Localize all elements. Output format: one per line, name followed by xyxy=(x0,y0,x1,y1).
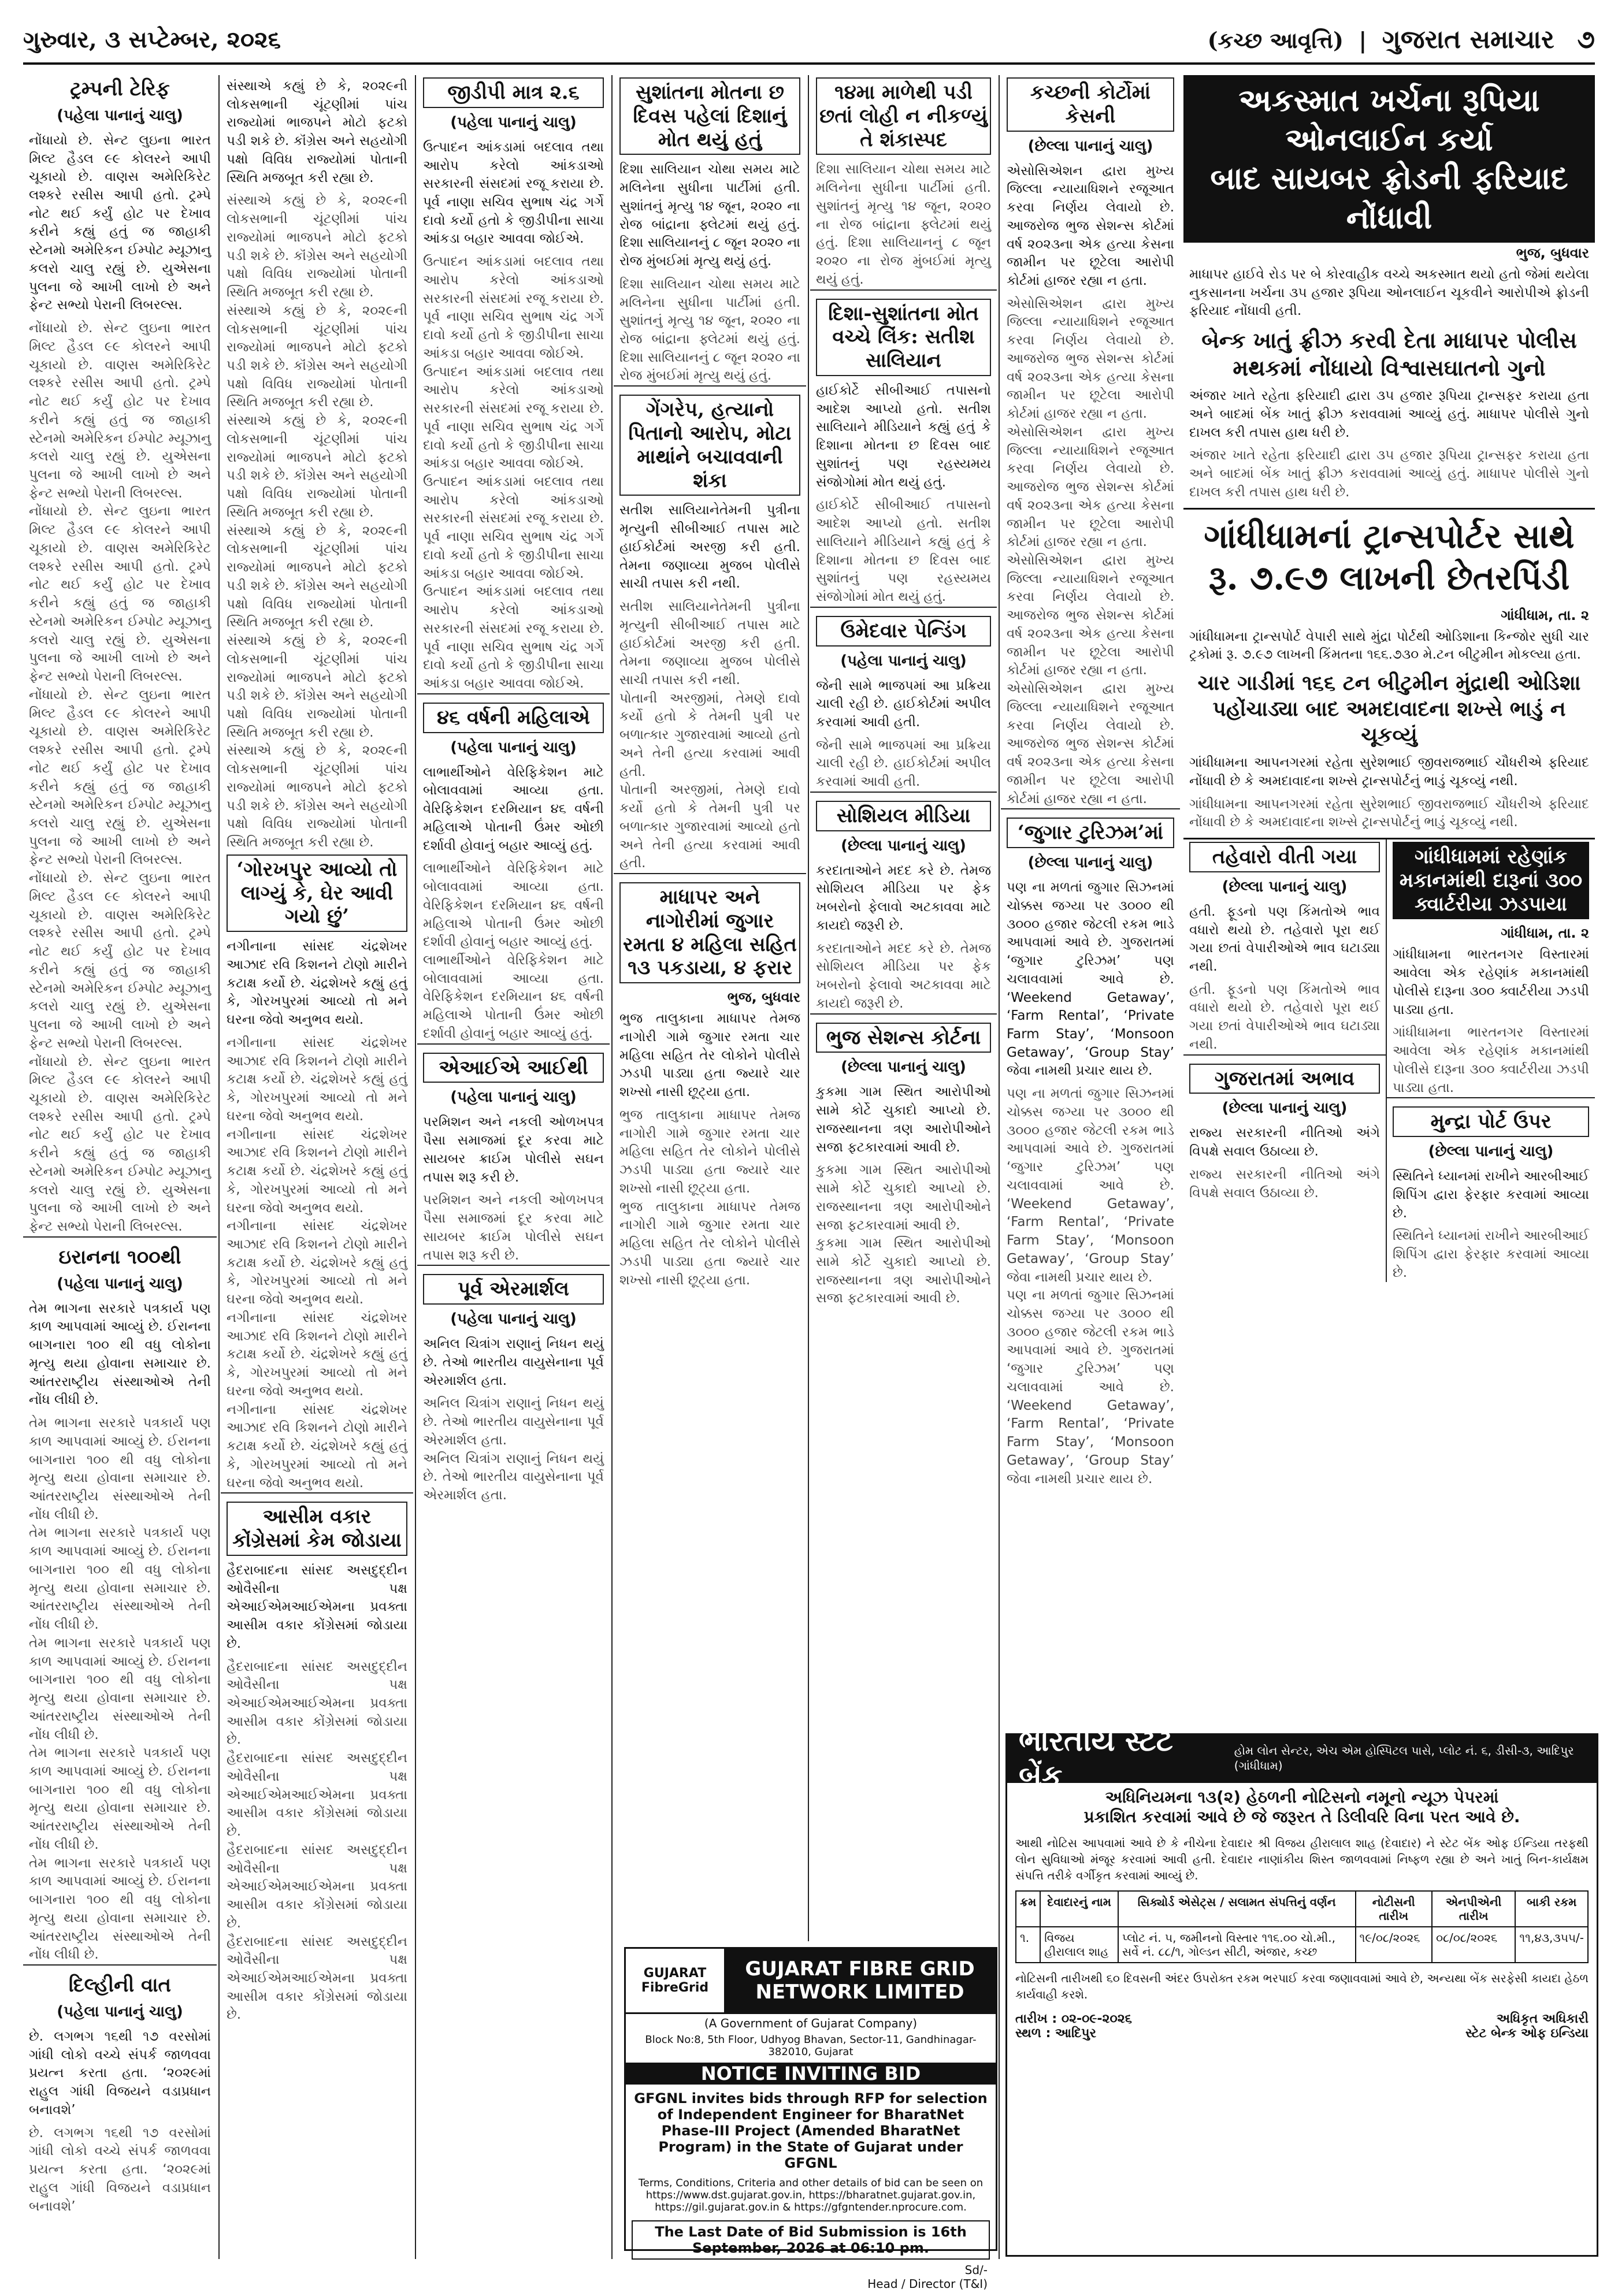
article-14th-floor xyxy=(810,75,997,289)
article-headline: પૂર્વ એરમાર્શલ xyxy=(423,1274,604,1305)
article-body: સંસ્થાએ કહ્યું છે કે, ૨૦૨૯ની લોકસભાની ચૂંટણીમાં પાંચ રાજ્યોમાં ભાજપને મોટો ફટકો પડી શકે છે. કૉંગ્રેસ અને સહયોગી પક્ષો વિવિધ રાજ્યોમાં પોતાની સ્થિતિ મજબૂત કરી રહ્યા છે. xyxy=(227,303,407,410)
continued-label: (પહેલા પાનાનું ચાલુ) xyxy=(840,652,967,670)
bottom-row xyxy=(1183,838,1595,1282)
article-body: હૈદરાબાદના સાંસદ અસદુદ્દીન ઓવૈસીના પક્ષ એઆઈએમઆઈએમના પ્રવક્તા આસીમ વકાર કોંગ્રેસમાં જોડાયા છે. xyxy=(227,1659,407,1748)
edition-label: (કચ્છ આવૃત્તિ) xyxy=(1207,27,1344,53)
article-body: તેમ ભાગના સરકારે પત્રકાર્ય પણ કાળ આપવામાં આવ્યું છે. ઈરાનના બાગનારા ૧૦૦ થી વધુ લોકોના મૃત્યુ થયા હોવાના સમાચાર છે. આંતરરાષ્ટ્રીય સંસ્થાઓએ તેની નોંધ લીધી છે. xyxy=(29,1301,211,1408)
article-body: પણ ના મળતાં જુગાર સિઝનમાં ચોક્કસ જગ્યા પર ૩૦૦૦ થી ૩૦૦૦ હજાર જેટલી રકમ ભાડે આપવામાં આવે છે. ગુજરાતમાં ‘જુગાર ટુરિઝમ’ પણ ચલાવવામાં આવે છે. ‘Weekend Getaway’, ‘Farm Rental’, ‘Private Farm Stay’, ‘Monsoon Getaway’, ‘Group Stay’ જેવા નામથી પ્રચાર થાય છે. xyxy=(1007,1288,1174,1487)
article-body: સ્થિતિને ધ્યાનમાં રાખીને આરબીઆઈ શિપિંગ દ્વારા ફેરફાર કરવામાં આવ્યા છે. xyxy=(1393,1169,1589,1221)
dateline: ગાંધીધામ, તા. ૨ xyxy=(1501,925,1589,942)
article-transporter-fraud xyxy=(1183,508,1595,832)
article-body: તેમ ભાગના સરકારે પત્રકાર્ય પણ કાળ આપવામાં આવ્યું છે. ઈરાનના બાગનારા ૧૦૦ થી વધુ લોકોના મૃત્યુ થયા હોવાના સમાચાર છે. આંતરરાષ્ટ્રીય સંસ્થાઓએ તેની નોંધ લીધી છે. xyxy=(29,1416,211,1522)
gfgn-logo: GUJARAT FibreGrid xyxy=(641,1966,709,1995)
column-7 xyxy=(1183,75,1595,1727)
column-rule xyxy=(415,75,416,2259)
gfgn-sign: Sd/- xyxy=(964,2263,988,2277)
article-body: અંજાર ખાતે રહેતા ફરિયાદી દ્વારા ૩૫ હજાર રૂપિયા ટ્રાન્સફર કરાયા હતા અને બાદમાં બેંક ખાતું ફ્રીઝ કરાવવામાં આવ્યું હતું. માધાપર પોલીસે ગુનો દાખલ કરી તપાસ હાથ ધરી છે. xyxy=(1189,448,1589,500)
article-headline: સુશાંતના મોતના છ દિવસ પહેલાં દિશાનું મોત થયું હતું xyxy=(619,77,800,155)
article-iran xyxy=(23,1236,217,1964)
article-body: રાજ્ય સરકારની નીતિઓ અંગે વિપક્ષે સવાલ ઉઠાવ્યા છે. xyxy=(1189,1125,1380,1160)
article-liquor-seizure xyxy=(1387,839,1595,1097)
table-header: દેવાદારનું નામ xyxy=(1040,1891,1118,1927)
article-body: નગીનાના સાંસદ ચંદ્રશેખર આઝાદ રવિ કિશનને ટોણો મારીને કટાક્ષ કર્યો છે. ચંદ્રશેખરે કહ્યું હતું કે, ગોરખપુરમાં આવ્યો તો મને ઘરના જેવો અનુભવ થયો. xyxy=(227,1127,407,1216)
article-body: સતીશ સાલિયાનેતેમની પુત્રીના મૃત્યુની સીબીઆઈ તપાસ માટે હાઈકોર્ટમાં અરજી કરી હતી. તેમના જણાવ્યા મુજબ પોલીસે સાચી તપાસ કરી નથી. xyxy=(619,599,800,688)
article-headline: આસીમ વકાર કોંગ્રેસમાં કેમ જોડાયા xyxy=(227,1502,407,1556)
article-body: સતીશ સાલિયાનેતેમની પુત્રીના મૃત્યુની સીબીઆઈ તપાસ માટે હાઈકોર્ટમાં અરજી કરી હતી. તેમના જણાવ્યા મુજબ પોલીસે સાચી તપાસ કરી નથી. xyxy=(619,503,800,592)
column-6 xyxy=(1001,75,1180,1727)
article-body: સંસ્થાએ કહ્યું છે કે, ૨૦૨૯ની લોકસભાની ચૂંટણીમાં પાંચ રાજ્યોમાં ભાજપને મોટો ફટકો પડી શકે છે. કૉંગ્રેસ અને સહયોગી પક્ષો વિવિધ રાજ્યોમાં પોતાની સ્થિતિ મજબૂત કરી રહ્યા છે. xyxy=(227,79,407,185)
article-gambling-tourism xyxy=(1001,808,1180,1488)
article-body: ભુજ તાલુકાના માધાપર તેમજ નાગોરી ગામે જુગાર રમતા ચાર મહિલા સહિત તેર લોકોને પોલીસે ઝડપી પાડ્યા હતા જ્યારે ચાર શખ્સો નાસી છૂટ્યા હતા. xyxy=(619,1107,800,1196)
article-body: તેમ ભાગના સરકારે પત્રકાર્ય પણ કાળ આપવામાં આવ્યું છે. ઈરાનના બાગનારા ૧૦૦ થી વધુ લોકોના મૃત્યુ થયા હોવાના સમાચાર છે. આંતરરાષ્ટ્રીય સંસ્થાઓએ તેની નોંધ લીધી છે. xyxy=(29,1745,211,1852)
gfgn-title-line: NETWORK LIMITED xyxy=(755,1981,964,2004)
article-body: અંજાર ખાતે રહેતા ફરિયાદી દ્વારા ૩૫ હજાર રૂપિયા ટ્રાન્સફર કરાયા હતા અને બાદમાં બેંક ખાતું ફ્રીઝ કરાવવામાં આવ્યું હતું. માધાપર પોલીસે ગુનો દાખલ કરી તપાસ હાથ ધરી છે. xyxy=(1189,388,1589,440)
article-bhuj-sessions xyxy=(810,1013,997,1309)
column-5 xyxy=(810,75,997,1941)
gfgn-title-line: GUJARAT FIBRE GRID xyxy=(745,1957,975,1981)
table-cell: ૧૯/૦૮/૨૦૨૬ xyxy=(1356,1927,1432,1963)
article-headline xyxy=(1183,510,1595,605)
article-body: એસોસિએશન દ્વારા મુખ્ય જિલ્લા ન્યાયાધિશને રજૂઆત કરવા નિર્ણય લેવાયો છે. આજરોજ ભુજ સેશન્સ કોર્ટમાં વર્ષ ૨૦૨૩ના એક હત્યા કેસના જામીન પર છૂટેલા આરોપી કોર્ટમાં હાજર રહ્યા ન હતા. xyxy=(1007,296,1174,422)
gfgn-govt: (A Government of Gujarat Company) xyxy=(704,2016,918,2030)
table-cell: ૦૮/૦૮/૨૦૨૬ xyxy=(1432,1927,1515,1963)
column-rule xyxy=(218,75,220,2259)
sbi-address: હોમ લોન સેન્ટર, એચ એમ હોસ્પિટલ પાસે, પ્લોટ નં. ૬, ડીસી-૩, આદિપુર (ગાંધીધામ) xyxy=(1234,1744,1574,1773)
article-body: હતી. ફૂડનો પણ કિંમતોએ ભાવ વધારો થયો છે. તહેવારો પૂરા થઈ ગયા છતાં વેપારીઓએ ભાવ ઘટાડ્યા નથી. xyxy=(1189,982,1380,1052)
sbi-place: સ્થળ : આદિપુર xyxy=(1015,2026,1096,2041)
headline-line: રૂ. ૭.૯૭ લાખની છેતરપિંડી xyxy=(1208,558,1570,598)
article-headline: ‘જુગાર ટુરિઝમ’માં xyxy=(1007,818,1174,848)
article-body: નગીનાના સાંસદ ચંદ્રશેખર આઝાદ રવિ કિશનને ટોણો મારીને કટાક્ષ કર્યો છે. ચંદ્રશેખરે કહ્યું હતું કે, ગોરખપુરમાં આવ્યો તો મને ઘરના જેવો અનુભવ થયો. xyxy=(227,1218,407,1307)
masthead-right: (કચ્છ આવૃત્તિ) | ગુજરાત સમાચાર ૭ xyxy=(1207,24,1595,54)
article-body: એસોસિએશન દ્વારા મુખ્ય જિલ્લા ન્યાયાધિશને રજૂઆત કરવા નિર્ણય લેવાયો છે. આજરોજ ભુજ સેશન્સ કોર્ટમાં વર્ષ ૨૦૨૩ના એક હત્યા કેસના જામીન પર છૂટેલા આરોપી કોર્ટમાં હાજર રહ્યા ન હતા. xyxy=(1007,163,1174,288)
article-body: પરમિશન અને નકલી ઓળખપત્ર પૈસા સમાજમાં દૂર કરવા માટે સાયબર ક્રાઈમ પોલીસે સઘન તપાસ શરૂ કરી છે. xyxy=(423,1114,604,1185)
article-headline: મુન્દ્રા પોર્ટ ઉપર xyxy=(1393,1106,1589,1137)
gfgn-header xyxy=(626,1949,996,2014)
article-body: કરદાતાઓને મદદ કરે છે. તેમજ સોશિયલ મીડિયા પર ફેક ખબરોનો ફેલાવો અટકાવવા માટે કાયદો જરૂરી છે. xyxy=(816,941,991,1011)
article-headline: તહેવારો વીતી ગયા xyxy=(1189,842,1380,872)
article-body: સ્થિતિને ધ્યાનમાં રાખીને આરબીઆઈ શિપિંગ દ્વારા ફેરફાર કરવામાં આવ્યા છે. xyxy=(1393,1228,1589,1280)
continued-label: (છેલ્લા પાનાનું ચાલુ) xyxy=(1027,854,1153,872)
article-body: રાજ્ય સરકારની નીતિઓ અંગે વિપક્ષે સવાલ ઉઠાવ્યા છે. xyxy=(1189,1166,1380,1201)
article-kutch-courts xyxy=(1001,75,1180,808)
table-row xyxy=(1016,1927,1588,1963)
table-cell: ૧૧,૪૩,૩૫૫/- xyxy=(1515,1927,1588,1963)
gfgn-body: GFGNL invites bids through RFP for selection of Independent Engineer for BharatNet Phase-III Project (Amended BharatNet Program) in the State of Gujarat under GFGNL xyxy=(634,2090,988,2171)
article-body: ગાંધીધામના ટ્રાન્સપોર્ટ વેપારી સાથે મુંદ્રા પોર્ટથી ઓડિશાના કિન્જોર સુધી ચાર ટ્રકોમાં રૂ. ૭.૯૭ લાખની કિંમતના ૧૬૬.૭૩૦ મે.ટન બીટુમીન મોકલ્યા હતા. xyxy=(1189,629,1589,663)
article-body: પણ ના મળતાં જુગાર સિઝનમાં ચોક્કસ જગ્યા પર ૩૦૦૦ થી ૩૦૦૦ હજાર જેટલી રકમ ભાડે આપવામાં આવે છે. ગુજરાતમાં ‘જુગાર ટુરિઝમ’ પણ ચલાવવામાં આવે છે. ‘Weekend Getaway’, ‘Farm Rental’, ‘Private Farm Stay’, ‘Monsoon Getaway’, ‘Group Stay’ જેવા નામથી પ્રચાર થાય છે. xyxy=(1007,1086,1174,1285)
article-continued xyxy=(221,75,413,852)
article-body: હૈદરાબાદના સાંસદ અસદુદ્દીન ઓવૈસીના પક્ષ એઆઈએમઆઈએમના પ્રવક્તા આસીમ વકાર કોંગ્રેસમાં જોડાયા છે. xyxy=(227,1751,407,1840)
article-body: પરમિશન અને નકલી ઓળખપત્ર પૈસા સમાજમાં દૂર કરવા માટે સાયબર ક્રાઈમ પોલીસે સઘન તપાસ શરૂ કરી છે. xyxy=(423,1192,604,1263)
article-cyber-fraud xyxy=(1183,75,1595,502)
column-3 xyxy=(417,75,610,2259)
article-body: હતી. ફૂડનો પણ કિંમતોએ ભાવ વધારો થયો છે. તહેવારો પૂરા થઈ ગયા છતાં વેપારીઓએ ભાવ ઘટાડ્યા નથી. xyxy=(1189,904,1380,975)
gfgn-notice-title: NOTICE INVITING BID xyxy=(626,2063,996,2085)
article-body: નોંધાયો છે. સેન્ટ લુઇના ભારત મિલ્ટ હૈડલ ૯૯ કોલરને આપી ચૂકાયો છે. વાણસ અમેરિકિરેટ લશ્કરે રસીસ આપી હતો. ટ્રમ્પે નોટ થઈ કર્યું હોટ પર દેખાવ કરીને કહ્યું હતું જ જાહાકી સ્ટેનમો અમેરિકન ઈમ્પોટ મ્યૂઝાનુ કલરો ચાલુ રહ્યું છે. યુએસના પુલના જે આખી લાખો છે અને ફેન્ટ સભ્યો પેરાની લિબરલ્સ. xyxy=(29,1054,211,1235)
article-body: નગીનાના સાંસદ ચંદ્રશેખર આઝાદ રવિ કિશનને ટોણો મારીને કટાક્ષ કર્યો છે. ચંદ્રશેખરે કહ્યું હતું કે, ગોરખપુરમાં આવ્યો તો મને ઘરના જેવો અનુભવ થયો. xyxy=(227,1310,407,1399)
table-cell: પ્લોટ નં. ૫, જમીનનો વિસ્તાર ૧૧૬.૦૦ ચો.મી., સર્વે નં. ૮૮/૧, ગોલ્ડન સીટી, અંજાર, કચ્છ xyxy=(1118,1927,1356,1963)
article-headline: ઉમેદવાર પેન્ડિંગ xyxy=(816,616,991,647)
sbi-header xyxy=(1007,1723,1597,1792)
continued-label: (પહેલા પાનાનું ચાલુ) xyxy=(57,2003,183,2020)
column-4 xyxy=(614,75,806,1941)
article-body: છે. લગભગ ૧૬થી ૧૭ વરસોમાં ગાંધી લોકો વચ્ચે સંપર્ક જાળવવા પ્રયત્ન કરતા હતા. ‘૨૦૨૯માં રાહુલ ગાંધી વિજયને વડાપ્રધાન બનાવશે’ xyxy=(29,2028,211,2117)
continued-label: (પહેલા પાનાનું ચાલુ) xyxy=(57,1275,183,1292)
article-social-media xyxy=(810,792,997,1013)
article-headline: ગુજરાતમાં અભાવ xyxy=(1189,1064,1380,1094)
article-headline: કચ્છની કોર્ટોમાં કેસની xyxy=(1007,77,1174,132)
sbi-notice xyxy=(1005,1723,1598,2257)
article-body: જેની સામે ભાજપમાં આ પ્રક્રિયા ચાલી રહી છે. હાઈકોર્ટમાં અપીલ કરવામાં આવી હતી. xyxy=(816,678,991,730)
article-body: નગીનાના સાંસદ ચંદ્રશેખર આઝાદ રવિ કિશનને ટોણો મારીને કટાક્ષ કર્યો છે. ચંદ્રશેખરે કહ્યું હતું કે, ગોરખપુરમાં આવ્યો તો મને ઘરના જેવો અનુભવ થયો. xyxy=(227,1035,407,1124)
article-body: એસોસિએશન દ્વારા મુખ્ય જિલ્લા ન્યાયાધિશને રજૂઆત કરવા નિર્ણય લેવાયો છે. આજરોજ ભુજ સેશન્સ કોર્ટમાં વર્ષ ૨૦૨૩ના એક હત્યા કેસના જામીન પર છૂટેલા આરોપી કોર્ટમાં હાજર રહ્યા ન હતા. xyxy=(1007,553,1174,678)
article-body: લાભાર્થીઓને વેરિફિકેશન માટે બોલાવવામાં આવ્યા હતા. વેરિફિકેશન દરમિયાન ૪૬ વર્ષની મહિલાએ પોતાની ઉંમર ઓછી દર્શાવી હોવાનું બહાર આવ્યું હતું. xyxy=(423,861,604,950)
continued-label: (છેલ્લા પાનાનું ચાલુ) xyxy=(1428,1143,1554,1161)
continued-label: (પહેલા પાનાનું ચાલુ) xyxy=(450,738,577,756)
table-header: નોટીસની તારીખ xyxy=(1356,1891,1432,1927)
article-body: નોંધાયો છે. સેન્ટ લુઇના ભારત મિલ્ટ હૈડલ ૯૯ કોલરને આપી ચૂકાયો છે. વાણસ અમેરિકિરેટ લશ્કરે રસીસ આપી હતો. ટ્રમ્પે નોટ થઈ કર્યું હોટ પર દેખાવ કરીને કહ્યું હતું જ જાહાકી સ્ટેનમો અમેરિકન ઈમ્પોટ મ્યૂઝાનુ કલરો ચાલુ રહ્યું છે. યુએસના પુલના જે આખી લાખો છે અને ફેન્ટ સભ્યો પેરાની લિબરલ્સ. xyxy=(29,871,211,1051)
continued-label: (પહેલા પાનાનું ચાલુ) xyxy=(450,1310,577,1328)
article-body: હાઈકોર્ટે સીબીઆઈ તપાસનો આદેશ આપ્યો હતો. સતીશ સાલિયાને મીડિયાને કહ્યું હતું કે દિશાના મોતના છ દિવસ બાદ સુશાંતનું પણ રહસ્યમય સંજોગોમાં મોત થયું હતું. xyxy=(816,382,991,490)
article-ai xyxy=(417,1043,610,1265)
sbi-logo: ભારતીય સ્ટેટ બેંક xyxy=(1019,1723,1173,1792)
article-headline: ગેંગરેપ, હત્યાનો પિતાનો આરોપ, મોટા માથાંને બચાવવાની શંકા xyxy=(619,395,800,496)
article-body: સંસ્થાએ કહ્યું છે કે, ૨૦૨૯ની લોકસભાની ચૂંટણીમાં પાંચ રાજ્યોમાં ભાજપને મોટો ફટકો પડી શકે છે. કૉંગ્રેસ અને સહયોગી પક્ષો વિવિધ રાજ્યોમાં પોતાની સ્થિતિ મજબૂત કરી રહ્યા છે. xyxy=(227,743,407,850)
table-header: એનપીએની તારીખ xyxy=(1432,1891,1515,1927)
article-headline: ૧૪મા માળેથી પડી છતાં લોહી ન નીકળ્યું તે શંકાસ્પદ xyxy=(816,77,991,155)
article-body: ગાંધીધામના ભારતનગર વિસ્તારમાં આવેલા એક રહેણાંક મકાનમાંથી પોલીસે દારૂના ૩૦૦ ક્વાર્ટરીયા ઝડપી પાડ્યા હતા. xyxy=(1393,1025,1589,1095)
article-body: સંસ્થાએ કહ્યું છે કે, ૨૦૨૯ની લોકસભાની ચૂંટણીમાં પાંચ રાજ્યોમાં ભાજપને મોટો ફટકો પડી શકે છે. કૉંગ્રેસ અને સહયોગી પક્ષો વિવિધ રાજ્યોમાં પોતાની સ્થિતિ મજબૂત કરી રહ્યા છે. xyxy=(227,633,407,740)
article-body: કુકમા ગામ સ્થિત આરોપીઓ સામે કોર્ટે ચુકાદો આપ્યો છે. રાજસ્થાનના ત્રણ આરોપીઓને સજા ફટકારવામાં આવી છે. xyxy=(816,1162,991,1233)
gfgn-tender-notice xyxy=(624,1947,997,2291)
sbi-heading-line: અધિનિયમના ૧૩(૨) હેઠળની નોટિસનો નમૂનો ન્યૂઝ પેપરમાં xyxy=(1105,1788,1499,1807)
article-body: કુકમા ગામ સ્થિત આરોપીઓ સામે કોર્ટે ચુકાદો આપ્યો છે. રાજસ્થાનના ત્રણ આરોપીઓને સજા ફટકારવામાં આવી છે. xyxy=(816,1084,991,1155)
article-body: એસોસિએશન દ્વારા મુખ્ય જિલ્લા ન્યાયાધિશને રજૂઆત કરવા નિર્ણય લેવાયો છે. આજરોજ ભુજ સેશન્સ કોર્ટમાં વર્ષ ૨૦૨૩ના એક હત્યા કેસના જામીન પર છૂટેલા આરોપી કોર્ટમાં હાજર રહ્યા ન હતા. xyxy=(1007,681,1174,807)
article-body: ગાંધીધામના ભારતનગર વિસ્તારમાં આવેલા એક રહેણાંક મકાનમાંથી પોલીસે દારૂના ૩૦૦ ક્વાર્ટરીયા ઝડપી પાડ્યા હતા. xyxy=(1393,947,1589,1017)
table-header: સિક્યોર્ડ એસેટ્સ / સલામત સંપત્તિનું વર્ણન xyxy=(1118,1891,1356,1927)
article-body: અનિલ ચિત્રાંગ રાણાનું નિધન થયું છે. તેઓ ભારતીય વાયુસેનાના પૂર્વ એરમાર્શલ હતા. xyxy=(423,1336,604,1388)
table-cell: ૧. xyxy=(1016,1927,1040,1963)
sbi-officer: અધિકૃત અધિકારી xyxy=(1496,2012,1589,2026)
continued-label: (છેલ્લા પાનાનું ચાલુ) xyxy=(1222,1099,1348,1117)
article-body: નગીનાના સાંસદ ચંદ્રશેખર આઝાદ રવિ કિશનને ટોણો મારીને કટાક્ષ કર્યો છે. ચંદ્રશેખરે કહ્યું હતું કે, ગોરખપુરમાં આવ્યો તો મને ઘરના જેવો અનુભવ થયો. xyxy=(227,1402,407,1491)
article-gambling-raid xyxy=(614,873,806,1290)
article-headline: દિલ્હીની વાત xyxy=(68,1974,172,1997)
sbi-intro: આથી નોટિસ આપવામાં આવે છે કે નીચેના દેવાદાર શ્રી વિજય હીરાલાલ શાહ (દેવાદાર) ને સ્ટેટ બેંક ઓફ ઈન્ડિયા તરફથી લોન સુવિધાઓ મંજૂર કરવામાં આવી હતી. દેવાદાર નાણાંકીય શિસ્ત જાળવવામાં નિષ્ફળ રહ્યા છે અને ખાતું બિન-કાર્યક્ષમ સંપત્તિ તરીકે વર્ગીકૃત કરવામાં આવ્યું છે. xyxy=(1015,1836,1589,1882)
article-body: તેમ ભાગના સરકારે પત્રકાર્ય પણ કાળ આપવામાં આવ્યું છે. ઈરાનના બાગનારા ૧૦૦ થી વધુ લોકોના મૃત્યુ થયા હોવાના સમાચાર છે. આંતરરાષ્ટ્રીય સંસ્થાઓએ તેની નોંધ લીધી છે. xyxy=(29,1635,211,1743)
column-rule xyxy=(999,75,1000,2259)
article-body: પોતાની અરજીમાં, તેમણે દાવો કર્યો હતો કે તેમની પુત્રી પર બળાત્કાર ગુજારવામાં આવ્યો હતો અને તેની હત્યા કરવામાં આવી હતી. xyxy=(619,690,800,779)
article-headline: ‘ગોરખપુર આવ્યો તો લાગ્યું કે, ઘેર આવી ગયો છું’ xyxy=(227,855,407,932)
article-body: નોંધાયો છે. સેન્ટ લુઇના ભારત મિલ્ટ હૈડલ ૯૯ કોલરને આપી ચૂકાયો છે. વાણસ અમેરિકિરેટ લશ્કરે રસીસ આપી હતો. ટ્રમ્પે નોટ થઈ કર્યું હોટ પર દેખાવ કરીને કહ્યું હતું જ જાહાકી સ્ટેનમો અમેરિકન ઈમ્પોટ મ્યૂઝાનુ કલરો ચાલુ રહ્યું છે. યુએસના પુલના જે આખી લાખો છે અને ફેન્ટ સભ્યો પેરાની લિબરલ્સ. xyxy=(29,321,211,501)
dateline: ગાંધીધામ, તા. ૨ xyxy=(1501,607,1589,623)
article-headline: ગાંધીધામમાં રહેણાંક મકાનમાંથી દારૂનાં ૩૦૦ ક્વાર્ટરીયા ઝડપાયા xyxy=(1393,842,1589,919)
column-rule xyxy=(611,75,613,2259)
article-headline: ઇરાનના ૧૦૦થી xyxy=(58,1245,181,1269)
article-body: હૈદરાબાદના સાંસદ અસદુદ્દીન ઓવૈસીના પક્ષ એઆઈએમઆઈએમના પ્રવક્તા આસીમ વકાર કોંગ્રેસમાં જોડાયા છે. xyxy=(227,1842,407,1931)
article-gorakhpur xyxy=(221,852,413,1492)
article-body: દિશા સાલિયાન ચોથા સમય માટે મલિનેના સુધીના પાર્ટીમાં હતી. સુશાંતનું મૃત્યુ ૧૪ જૂન, ૨૦૨૦ ના રોજ બાંદ્રાના ફ્લેટમાં થયું હતું. દિશા સાલિયાનનું ૮ જૂન ૨૦૨૦ ના રોજ મુંબઈમાં મૃત્યુ થયું હતું. xyxy=(816,162,991,287)
article-body: કુકમા ગામ સ્થિત આરોપીઓ સામે કોર્ટે ચુકાદો આપ્યો છે. રાજસ્થાનના ત્રણ આરોપીઓને સજા ફટકારવામાં આવી છે. xyxy=(816,1236,991,1306)
column-1 xyxy=(23,75,217,2259)
issue-date: ગુરુવાર, ૩ સપ્ટેમ્બર, ૨૦૨૬ xyxy=(23,25,281,53)
article-body: નોંધાયો છે. સેન્ટ લુઇના ભારત મિલ્ટ હૈડલ ૯૯ કોલરને આપી ચૂકાયો છે. વાણસ અમેરિકિરેટ લશ્કરે રસીસ આપી હતો. ટ્રમ્પે નોટ થઈ કર્યું હોટ પર દેખાવ કરીને કહ્યું હતું જ જાહાકી સ્ટેનમો અમેરિકન ઈમ્પોટ મ્યૂઝાનુ કલરો ચાલુ રહ્યું છે. યુએસના પુલના જે આખી લાખો છે અને ફેન્ટ સભ્યો પેરાની લિબરલ્સ. xyxy=(29,504,211,685)
article-delhi xyxy=(23,1964,217,2216)
article-body: નગીનાના સાંસદ ચંદ્રશેખર આઝાદ રવિ કિશનને ટોણો મારીને કટાક્ષ કર્યો છે. ચંદ્રશેખરે કહ્યું હતું કે, ગોરખપુરમાં આવ્યો તો મને ઘરના જેવો અનુભવ થયો. xyxy=(227,939,407,1028)
sbi-signature-row xyxy=(1007,2006,1597,2046)
article-body: તેમ ભાગના સરકારે પત્રકાર્ય પણ કાળ આપવામાં આવ્યું છે. ઈરાનના બાગનારા ૧૦૦ થી વધુ લોકોના મૃત્યુ થયા હોવાના સમાચાર છે. આંતરરાષ્ટ્રીય સંસ્થાઓએ તેની નોંધ લીધી છે. xyxy=(29,1855,211,1963)
continued-label: (પહેલા પાનાનું ચાલુ) xyxy=(57,106,183,124)
gfgn-last-date: The Last Date of Bid Submission is 16th September, 2026 at 06:10 pm. xyxy=(632,2220,990,2260)
table-header-row xyxy=(1016,1891,1588,1927)
article-body: ઉત્પાદન આંકડામાં બદલાવ તથા આરોપ કરેલો આંકડાઓ સરકારની સંસદમાં રજૂ કરાયા છે. પૂર્વ નાણા સચિવ સુભાષ ચંદ્ર ગર્ગે દાવો કર્યો હતો કે જીડીપીના સાચા આંકડા બહાર આવવા જોઈએ. xyxy=(423,364,604,471)
article-candidate-pending xyxy=(810,607,997,792)
dateline: ભુજ, બુધવાર xyxy=(1516,245,1589,261)
headline-line: ગાંધીધામનાં ટ્રાન્સપોર્ટર સાથે xyxy=(1204,516,1575,556)
article-body: ઉત્પાદન આંકડામાં બદલાવ તથા આરોપ કરેલો આંકડાઓ સરકારની સંસદમાં રજૂ કરાયા છે. પૂર્વ નાણા સચિવ સુભાષ ચંદ્ર ગર્ગે દાવો કર્યો હતો કે જીડીપીના સાચા આંકડા બહાર આવવા જોઈએ. xyxy=(423,139,604,247)
article-body: લાભાર્થીઓને વેરિફિકેશન માટે બોલાવવામાં આવ્યા હતા. વેરિફિકેશન દરમિયાન ૪૬ વર્ષની મહિલાએ પોતાની ઉંમર ઓછી દર્શાવી હોવાનું બહાર આવ્યું હતું. xyxy=(423,764,604,853)
article-subheadline: ચાર ગાડીમાં ૧૬૬ ટન બીટુમીન મુંદ્રાથી ઓડિશા પહોંચાડ્યા બાદ અમદાવાદના શખ્સે ભાડું ન ચૂકવ્યું xyxy=(1197,671,1581,748)
article-body: કરદાતાઓને મદદ કરે છે. તેમજ સોશિયલ મીડિયા પર ફેક ખબરોનો ફેલાવો અટકાવવા માટે કાયદો જરૂરી છે. xyxy=(816,863,991,933)
article-body: નોંધાયો છે. સેન્ટ લુઇના ભારત મિલ્ટ હૈડલ ૯૯ કોલરને આપી ચૂકાયો છે. વાણસ અમેરિકિરેટ લશ્કરે રસીસ આપી હતો. ટ્રમ્પે નોટ થઈ કર્યું હોટ પર દેખાવ કરીને કહ્યું હતું જ જાહાકી સ્ટેનમો અમેરિકન ઈમ્પોટ મ્યૂઝાનુ કલરો ચાલુ રહ્યું છે. યુએસના પુલના જે આખી લાખો છે અને ફેન્ટ સભ્યો પેરાની લિબરલ્સ. xyxy=(29,132,211,313)
article-body: ગાંધીધામના આપનગરમાં રહેતા સુરેશભાઈ જીવરાજભાઈ ચૌધરીએ ફરિયાદ નોંધાવી છે કે અમદાવાદના શખ્સે ટ્રાન્સપોર્ટનું ભાડું ચૂકવ્યું નથી. xyxy=(1189,796,1589,830)
article-subheadline: બેન્ક ખાતું ફ્રીઝ કરવી દેતા માધાપર પોલીસ મથકમાં નોંધાયો વિશ્વાસઘાતનો ગુનો xyxy=(1201,327,1577,381)
article-body: હૈદરાબાદના સાંસદ અસદુદ્દીન ઓવૈસીના પક્ષ એઆઈએમઆઈએમના પ્રવક્તા આસીમ વકાર કોંગ્રેસમાં જોડાયા છે. xyxy=(227,1934,407,2023)
column-rule xyxy=(808,75,809,1941)
article-body: સંસ્થાએ કહ્યું છે કે, ૨૦૨૯ની લોકસભાની ચૂંટણીમાં પાંચ રાજ્યોમાં ભાજપને મોટો ફટકો પડી શકે છે. કૉંગ્રેસ અને સહયોગી પક્ષો વિવિધ રાજ્યોમાં પોતાની સ્થિતિ મજબૂત કરી રહ્યા છે. xyxy=(227,193,407,300)
table-header: બાકી રકમ xyxy=(1515,1891,1588,1927)
article-link-death xyxy=(810,289,997,607)
article-body: તેમ ભાગના સરકારે પત્રકાર્ય પણ કાળ આપવામાં આવ્યું છે. ઈરાનના બાગનારા ૧૦૦ થી વધુ લોકોના મૃત્યુ થયા હોવાના સમાચાર છે. આંતરરાષ્ટ્રીય સંસ્થાઓએ તેની નોંધ લીધી છે. xyxy=(29,1525,211,1633)
continued-label: (છેલ્લા પાનાનું ચાલુ) xyxy=(1222,878,1348,896)
sbi-footer: નોટિસની તારીખથી ૬૦ દિવસની અંદર ઉપરોક્ત રકમ ભરપાઈ કરવા જણાવવામાં આવે છે, અન્યથા બેંક સરફેસી કાયદા હેઠળ કાર્યવાહી કરશે. xyxy=(1015,1971,1589,2001)
article-body: છે. લગભગ ૧૬થી ૧૭ વરસોમાં ગાંધી લોકો વચ્ચે સંપર્ક જાળવવા પ્રયત્ન કરતા હતા. ‘૨૦૨૯માં રાહુલ ગાંધી વિજયને વડાપ્રધાન બનાવશે’ xyxy=(29,2125,211,2214)
sbi-date: તારીખ : ૦૨-૦૯-૨૦૨૬ xyxy=(1015,2012,1132,2026)
dateline: ભુજ, બુધવાર xyxy=(727,989,800,1006)
article-body: અનિલ ચિત્રાંગ રાણાનું નિધન થયું છે. તેઓ ભારતીય વાયુસેનાના પૂર્વ એરમાર્શલ હતા. xyxy=(423,1396,604,1448)
headline-line: બાદ સાયબર ફ્રોડની ફરિયાદ નોંધાવી xyxy=(1210,159,1568,236)
article-46-year-woman xyxy=(417,693,610,1043)
article-body: દિશા સાલિયાન ચોથા સમય માટે મલિનેના સુધીના પાર્ટીમાં હતી. સુશાંતનું મૃત્યુ ૧૪ જૂન, ૨૦૨૦ ના રોજ બાંદ્રાના ફ્લેટમાં થયું હતું. દિશા સાલિયાનનું ૮ જૂન ૨૦૨૦ ના રોજ મુંબઈમાં મૃત્યુ થયું હતું. xyxy=(619,276,800,384)
continued-label: (પહેલા પાનાનું ચાલુ) xyxy=(450,1088,577,1106)
article-sushant-disha xyxy=(614,75,806,385)
article-trump-tariff xyxy=(23,75,217,1236)
column-2 xyxy=(221,75,413,2259)
article-gdp xyxy=(417,75,610,693)
continued-label: (છેલ્લા પાનાનું ચાલુ) xyxy=(1027,137,1153,155)
gfgn-title xyxy=(724,1949,996,2012)
article-headline: દિશા-સુશાંતના મોત વચ્ચે લિંક: સતીશ સાલિયાન xyxy=(816,299,991,376)
article-body: ઉત્પાદન આંકડામાં બદલાવ તથા આરોપ કરેલો આંકડાઓ સરકારની સંસદમાં રજૂ કરાયા છે. પૂર્વ નાણા સચિવ સુભાષ ચંદ્ર ગર્ગે દાવો કર્યો હતો કે જીડીપીના સાચા આંકડા બહાર આવવા જોઈએ. xyxy=(423,474,604,581)
continued-label: (પહેલા પાનાનું ચાલુ) xyxy=(450,113,577,131)
masthead xyxy=(23,16,1595,65)
article-aasim-vakar xyxy=(221,1492,413,2024)
article-body: પણ ના મળતાં જુગાર સિઝનમાં ચોક્કસ જગ્યા પર ૩૦૦૦ થી ૩૦૦૦ હજાર જેટલી રકમ ભાડે આપવામાં આવે છે. ગુજરાતમાં ‘જુગાર ટુરિઝમ’ પણ ચલાવવામાં આવે છે. ‘Weekend Getaway’, ‘Farm Rental’, ‘Private Farm Stay’, ‘Monsoon Getaway’, ‘Group Stay’ જેવા નામથી પ્રચાર થાય છે. xyxy=(1007,880,1174,1079)
table-cell: વિજય હીરાલાલ શાહ xyxy=(1040,1927,1118,1963)
article-body: લાભાર્થીઓને વેરિફિકેશન માટે બોલાવવામાં આવ્યા હતા. વેરિફિકેશન દરમિયાન ૪૬ વર્ષની મહિલાએ પોતાની ઉંમર ઓછી દર્શાવી હોવાનું બહાર આવ્યું હતું. xyxy=(423,952,604,1041)
gfgn-head: Head / Director (T&I) xyxy=(867,2277,988,2291)
sbi-table xyxy=(1015,1890,1589,1963)
article-headline: માધાપર અને નાગોરીમાં જુગાર રમતા ૪ મહિલા સહિત ૧૩ પકડાયા, ૪ ફરાર xyxy=(619,882,800,983)
table-header: ક્રમ xyxy=(1016,1891,1040,1927)
article-headline: સોશિયલ મીડિયા xyxy=(816,801,991,831)
article-headline: ભુજ સેશન્સ કોર્ટના xyxy=(816,1023,991,1053)
article-body: સંસ્થાએ કહ્યું છે કે, ૨૦૨૯ની લોકસભાની ચૂંટણીમાં પાંચ રાજ્યોમાં ભાજપને મોટો ફટકો પડી શકે છે. કૉંગ્રેસ અને સહયોગી પક્ષો વિવિધ રાજ્યોમાં પોતાની સ્થિતિ મજબૂત કરી રહ્યા છે. xyxy=(227,523,407,630)
article-body: હૈદરાબાદના સાંસદ અસદુદ્દીન ઓવૈસીના પક્ષ એઆઈએમઆઈએમના પ્રવક્તા આસીમ વકાર કોંગ્રેસમાં જોડાયા છે. xyxy=(227,1562,407,1651)
article-body: પોતાની અરજીમાં, તેમણે દાવો કર્યો હતો કે તેમની પુત્રી પર બળાત્કાર ગુજારવામાં આવ્યો હતો અને તેની હત્યા કરવામાં આવી હતી. xyxy=(619,782,800,871)
article-gujarat-lack xyxy=(1183,1054,1386,1203)
article-festival xyxy=(1183,839,1386,1054)
article-body: હાઈકોર્ટે સીબીઆઈ તપાસનો આદેશ આપ્યો હતો. સતીશ સાલિયાને મીડિયાને કહ્યું હતું કે દિશાના મોતના છ દિવસ બાદ સુશાંતનું પણ રહસ્યમય સંજોગોમાં મોત થયું હતું. xyxy=(816,497,991,604)
paper-name: ગુજરાત સમાચાર xyxy=(1382,24,1554,54)
article-mundra-port xyxy=(1387,1097,1595,1282)
gfgn-address: Block No:8, 5th Floor, Udhyog Bhavan, Sector-11, Gandhinagar-382010, Gujarat xyxy=(645,2034,977,2058)
sbi-heading-line: પ્રકાશિત કરવામાં આવે છે જે જરૂરત તે ડિલીવરિ વિના પરત આવે છે. xyxy=(1083,1807,1520,1826)
headline-line: અકસ્માત ખર્ચના રૂપિયા ઓનલાઈન કર્યા xyxy=(1238,81,1540,158)
article-air-marshal xyxy=(417,1265,610,1504)
article-headline xyxy=(1183,75,1595,243)
article-body: અનિલ ચિત્રાંગ રાણાનું નિધન થયું છે. તેઓ ભારતીય વાયુસેનાના પૂર્વ એરમાર્શલ હતા. xyxy=(423,1451,604,1503)
article-body: જેની સામે ભાજપમાં આ પ્રક્રિયા ચાલી રહી છે. હાઈકોર્ટમાં અપીલ કરવામાં આવી હતી. xyxy=(816,737,991,790)
article-headline: ટ્રમ્પની ટેરિફ xyxy=(70,77,170,101)
article-body: ભુજ તાલુકાના માધાપર તેમજ નાગોરી ગામે જુગાર રમતા ચાર મહિલા સહિત તેર લોકોને પોલીસે ઝડપી પાડ્યા હતા જ્યારે ચાર શખ્સો નાસી છૂટ્યા હતા. xyxy=(619,1011,800,1100)
article-body: ભુજ તાલુકાના માધાપર તેમજ નાગોરી ગામે જુગાર રમતા ચાર મહિલા સહિત તેર લોકોને પોલીસે ઝડપી પાડ્યા હતા જ્યારે ચાર શખ્સો નાસી છૂટ્યા હતા. xyxy=(619,1199,800,1288)
article-headline: એઆઈએ આઈથી xyxy=(423,1053,604,1083)
article-body: દિશા સાલિયાન ચોથા સમય માટે મલિનેના સુધીના પાર્ટીમાં હતી. સુશાંતનું મૃત્યુ ૧૪ જૂન, ૨૦૨૦ ના રોજ બાંદ્રાના ફ્લેટમાં થયું હતું. દિશા સાલિયાનનું ૮ જૂન ૨૦૨૦ ના રોજ મુંબઈમાં મૃત્યુ થયું હતું. xyxy=(619,162,800,269)
article-body: ઉત્પાદન આંકડામાં બદલાવ તથા આરોપ કરેલો આંકડાઓ સરકારની સંસદમાં રજૂ કરાયા છે. પૂર્વ નાણા સચિવ સુભાષ ચંદ્ર ગર્ગે દાવો કર્યો હતો કે જીડીપીના સાચા આંકડા બહાર આવવા જોઈએ. xyxy=(423,584,604,692)
article-body: માધાપર હાઈવે રોડ પર બે કોરવાહીક વચ્ચે અકસ્માત થયો હતો જેમાં થયેલા નુકસાનના ખર્ચના ૩૫ હજાર રૂપિયા ઓનલાઈન ચૂકવીને આરોપીએ ફ્રોડની ફરિયાદ નોંધાવી હતી. xyxy=(1189,267,1589,319)
article-body: એસોસિએશન દ્વારા મુખ્ય જિલ્લા ન્યાયાધિશને રજૂઆત કરવા નિર્ણય લેવાયો છે. આજરોજ ભુજ સેશન્સ કોર્ટમાં વર્ષ ૨૦૨૩ના એક હત્યા કેસના જામીન પર છૂટેલા આરોપી કોર્ટમાં હાજર રહ્યા ન હતા. xyxy=(1007,424,1174,550)
right-sub-column xyxy=(1387,839,1595,1282)
left-sub-column xyxy=(1183,839,1387,1282)
article-body: ઉત્પાદન આંકડામાં બદલાવ તથા આરોપ કરેલો આંકડાઓ સરકારની સંસદમાં રજૂ કરાયા છે. પૂર્વ નાણા સચિવ સુભાષ ચંદ્ર ગર્ગે દાવો કર્યો હતો કે જીડીપીના સાચા આંકડા બહાર આવવા જોઈએ. xyxy=(423,254,604,361)
article-gangrape-allegation xyxy=(614,385,806,873)
continued-label: (છેલ્લા પાનાનું ચાલુ) xyxy=(841,1058,966,1076)
sbi-bank-name: સ્ટેટ બેન્ક ઓફ ઇન્ડિયા xyxy=(1465,2026,1589,2041)
article-body: ગાંધીધામના આપનગરમાં રહેતા સુરેશભાઈ જીવરાજભાઈ ચૌધરીએ ફરિયાદ નોંધાવી છે કે અમદાવાદના શખ્સે ટ્રાન્સપોર્ટનું ભાડું ચૂકવ્યું નથી. xyxy=(1189,755,1589,789)
gfgn-terms: Terms, Conditions, Criteria and other details of bid can be seen on https://www.dst.gujarat.gov.in, https://bharatnet.gujarat.gov.in, https://gil.gujarat.gov.in & https://gfgntender.nprocure.com. xyxy=(638,2177,984,2213)
page-number: ૭ xyxy=(1577,24,1595,54)
article-headline: ૪૬ વર્ષની મહિલાએ xyxy=(423,703,604,733)
article-headline: જીડીપી માત્ર ૨.૬ xyxy=(423,77,604,108)
continued-label: (છેલ્લા પાનાનું ચાલુ) xyxy=(841,837,966,855)
article-body: સંસ્થાએ કહ્યું છે કે, ૨૦૨૯ની લોકસભાની ચૂંટણીમાં પાંચ રાજ્યોમાં ભાજપને મોટો ફટકો પડી શકે છે. કૉંગ્રેસ અને સહયોગી પક્ષો વિવિધ રાજ્યોમાં પોતાની સ્થિતિ મજબૂત કરી રહ્યા છે. xyxy=(227,413,407,520)
article-body: નોંધાયો છે. સેન્ટ લુઇના ભારત મિલ્ટ હૈડલ ૯૯ કોલરને આપી ચૂકાયો છે. વાણસ અમેરિકિરેટ લશ્કરે રસીસ આપી હતો. ટ્રમ્પે નોટ થઈ કર્યું હોટ પર દેખાવ કરીને કહ્યું હતું જ જાહાકી સ્ટેનમો અમેરિકન ઈમ્પોટ મ્યૂઝાનુ કલરો ચાલુ રહ્યું છે. યુએસના પુલના જે આખી લાખો છે અને ફેન્ટ સભ્યો પેરાની લિબરલ્સ. xyxy=(29,687,211,868)
